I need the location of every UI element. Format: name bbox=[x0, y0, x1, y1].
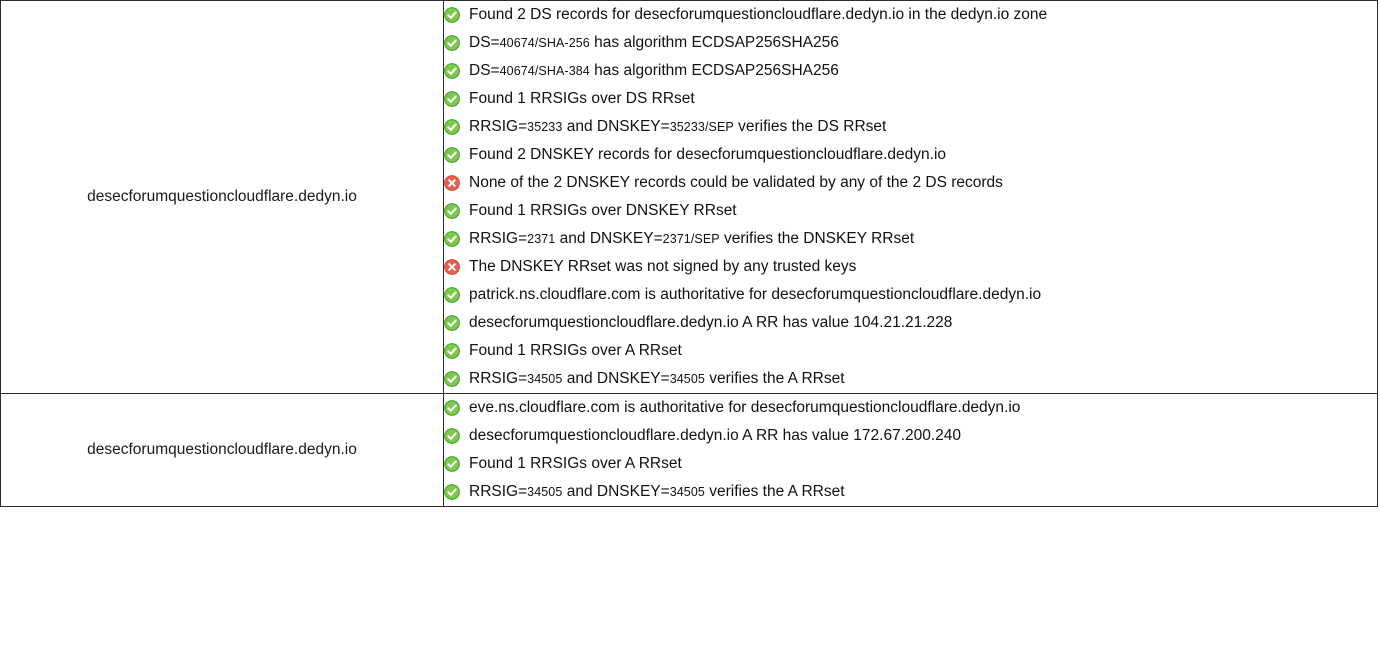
validation-results-cell bbox=[444, 1, 1378, 394]
check-circle-icon bbox=[444, 287, 460, 303]
validation-result-item bbox=[444, 85, 1377, 113]
table-row bbox=[1, 1, 1378, 394]
error-circle-icon bbox=[444, 259, 460, 275]
validation-result-text: Found 1 RRSIGs over A RRset bbox=[469, 455, 682, 472]
validation-result-text: desecforumquestioncloudflare.dedyn.io A RR has value 104.21.21.228 bbox=[469, 314, 953, 331]
check-circle-icon bbox=[444, 231, 460, 247]
zone-name-cell: desecforumquestioncloudflare.dedyn.io bbox=[1, 1, 444, 394]
validation-result-text: The DNSKEY RRset was not signed by any trusted keys bbox=[469, 258, 857, 275]
validation-result-item bbox=[444, 394, 1377, 422]
validation-results-cell bbox=[444, 394, 1378, 507]
validation-result-item bbox=[444, 253, 1377, 281]
validation-result-text: desecforumquestioncloudflare.dedyn.io A RR has value 172.67.200.240 bbox=[469, 427, 962, 444]
validation-result-item bbox=[444, 225, 1377, 253]
check-circle-icon bbox=[444, 119, 460, 135]
validation-result-list bbox=[444, 394, 1377, 506]
check-circle-icon bbox=[444, 456, 460, 472]
validation-result-item bbox=[444, 281, 1377, 309]
check-circle-icon bbox=[444, 63, 460, 79]
validation-result-item bbox=[444, 337, 1377, 365]
zone-name-cell: desecforumquestioncloudflare.dedyn.io bbox=[1, 394, 444, 507]
validation-result-item bbox=[444, 365, 1377, 393]
check-circle-icon bbox=[444, 428, 460, 444]
validation-result-item bbox=[444, 422, 1377, 450]
validation-result-item bbox=[444, 309, 1377, 337]
validation-result-item bbox=[444, 141, 1377, 169]
validation-result-text: RRSIG=35233 and DNSKEY=35233/SEP verifies the DS RRset bbox=[469, 118, 887, 135]
validation-result-item bbox=[444, 197, 1377, 225]
check-circle-icon bbox=[444, 7, 460, 23]
check-circle-icon bbox=[444, 371, 460, 387]
validation-result-list bbox=[444, 1, 1377, 393]
validation-result-text: RRSIG=34505 and DNSKEY=34505 verifies the A RRset bbox=[469, 370, 845, 387]
check-circle-icon bbox=[444, 484, 460, 500]
validation-result-text: eve.ns.cloudflare.com is authoritative for desecforumquestioncloudflare.dedyn.io bbox=[469, 399, 1021, 416]
validation-result-text: Found 2 DS records for desecforumquestioncloudflare.dedyn.io in the dedyn.io zone bbox=[469, 6, 1048, 23]
check-circle-icon bbox=[444, 203, 460, 219]
validation-result-text: DS=40674/SHA-256 has algorithm ECDSAP256SHA256 bbox=[469, 34, 839, 51]
validation-result-text: RRSIG=34505 and DNSKEY=34505 verifies the A RRset bbox=[469, 483, 845, 500]
error-circle-icon bbox=[444, 175, 460, 191]
validation-result-item bbox=[444, 29, 1377, 57]
check-circle-icon bbox=[444, 400, 460, 416]
validation-result-item bbox=[444, 57, 1377, 85]
validation-result-item bbox=[444, 478, 1377, 506]
validation-result-text: Found 2 DNSKEY records for desecforumquestioncloudflare.dedyn.io bbox=[469, 146, 947, 163]
validation-result-text: Found 1 RRSIGs over DNSKEY RRset bbox=[469, 202, 737, 219]
validation-result-text: None of the 2 DNSKEY records could be validated by any of the 2 DS records bbox=[469, 174, 1003, 191]
validation-result-text: Found 1 RRSIGs over DS RRset bbox=[469, 90, 695, 107]
validation-result-text: DS=40674/SHA-384 has algorithm ECDSAP256SHA256 bbox=[469, 62, 839, 79]
check-circle-icon bbox=[444, 315, 460, 331]
check-circle-icon bbox=[444, 91, 460, 107]
validation-result-item bbox=[444, 1, 1377, 29]
validation-result-text: RRSIG=2371 and DNSKEY=2371/SEP verifies the DNSKEY RRset bbox=[469, 230, 915, 247]
table-body bbox=[1, 1, 1378, 507]
check-circle-icon bbox=[444, 343, 460, 359]
validation-result-item bbox=[444, 113, 1377, 141]
check-circle-icon bbox=[444, 35, 460, 51]
check-circle-icon bbox=[444, 147, 460, 163]
validation-result-text: Found 1 RRSIGs over A RRset bbox=[469, 342, 682, 359]
validation-result-item bbox=[444, 169, 1377, 197]
validation-result-text: patrick.ns.cloudflare.com is authoritative for desecforumquestioncloudflare.dedyn.io bbox=[469, 286, 1042, 303]
validation-result-item bbox=[444, 450, 1377, 478]
table-row bbox=[1, 394, 1378, 507]
